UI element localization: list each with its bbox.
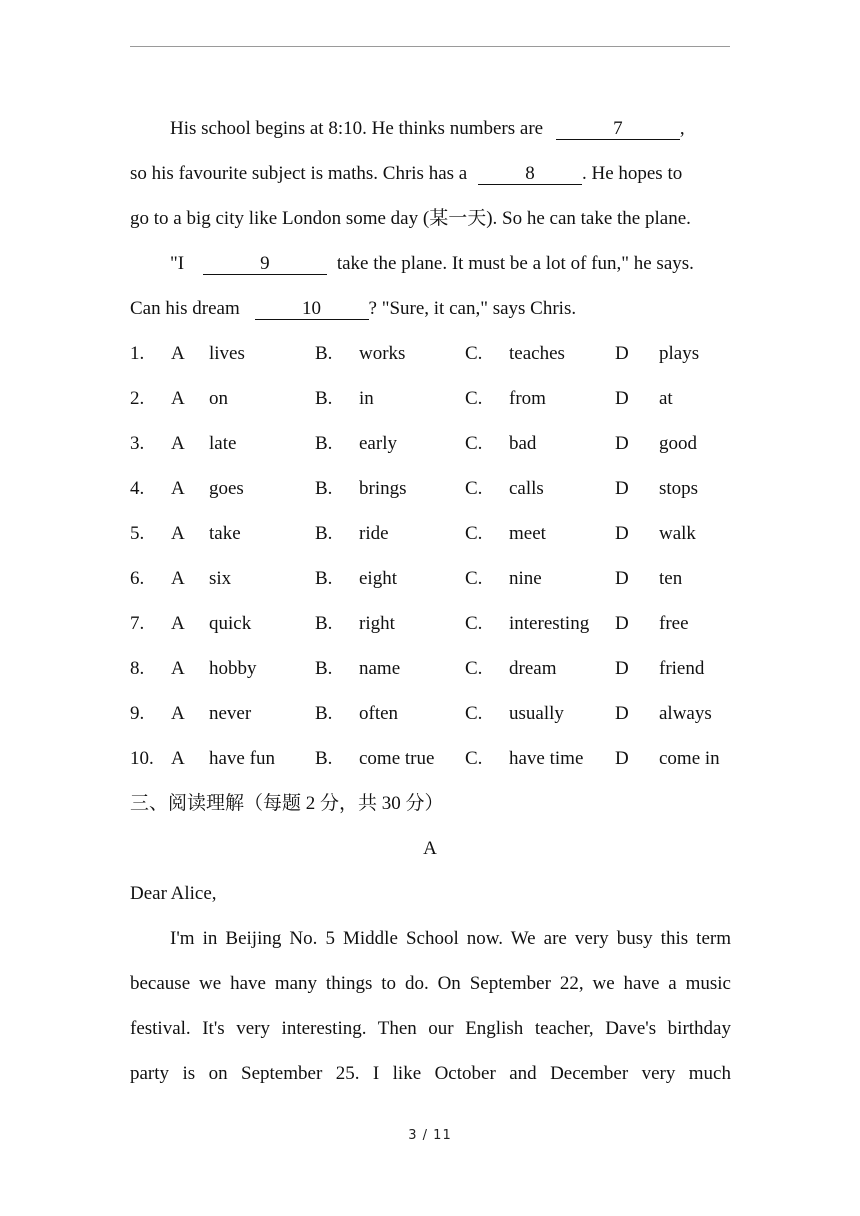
blank-10: 10	[255, 299, 369, 320]
option-c-letter: C.	[465, 433, 483, 454]
option-b-text: brings	[359, 478, 407, 499]
question-number: 2.	[130, 388, 145, 409]
option-d-letter: D	[615, 433, 629, 454]
option-c-text: dream	[509, 658, 557, 679]
question-row	[0, 569, 860, 591]
option-c-letter: C.	[465, 388, 483, 409]
letter-line: party is on September 25. I like October and December very much	[130, 1063, 731, 1084]
option-c-text: nine	[509, 568, 542, 589]
question-row	[0, 749, 860, 771]
header-rule	[130, 46, 730, 47]
question-number: 1.	[130, 343, 145, 364]
option-d-letter: D	[615, 748, 629, 769]
passage-text: "I	[170, 253, 185, 274]
option-d-text: free	[659, 613, 689, 634]
option-a-letter: A	[171, 478, 185, 499]
question-row	[0, 479, 860, 501]
question-number: 4.	[130, 478, 145, 499]
option-d-letter: D	[615, 523, 629, 544]
section-heading: 三、阅读理解（每题 2 分，共 30 分）	[130, 793, 444, 814]
option-a-letter: A	[171, 703, 185, 724]
option-a-letter: A	[171, 748, 185, 769]
question-row	[0, 524, 860, 546]
letter-line: I'm in Beijing No. 5 Middle School now. We are very busy this term	[170, 928, 731, 949]
option-b-letter: B.	[315, 478, 333, 499]
passage-line-5	[130, 299, 731, 320]
option-a-letter: A	[171, 523, 185, 544]
option-b-letter: B.	[315, 523, 333, 544]
option-d-letter: D	[615, 388, 629, 409]
passage-text: ? "Sure, it can," says Chris.	[368, 298, 577, 319]
option-a-text: goes	[209, 478, 244, 499]
option-b-letter: B.	[315, 433, 333, 454]
option-c-letter: C.	[465, 478, 483, 499]
option-c-text: meet	[509, 523, 546, 544]
option-b-letter: B.	[315, 613, 333, 634]
option-c-text: from	[509, 388, 546, 409]
question-number: 10.	[130, 748, 154, 769]
option-c-text: teaches	[509, 343, 565, 364]
question-row	[0, 434, 860, 456]
option-c-text: interesting	[509, 613, 590, 634]
question-row	[0, 659, 860, 681]
option-d-text: at	[659, 388, 673, 409]
option-d-text: ten	[659, 568, 683, 589]
option-d-text: friend	[659, 658, 705, 679]
option-d-letter: D	[615, 613, 629, 634]
question-number: 9.	[130, 703, 145, 724]
option-b-text: early	[359, 433, 397, 454]
option-d-letter: D	[615, 568, 629, 589]
option-c-letter: C.	[465, 748, 483, 769]
option-b-text: works	[359, 343, 406, 364]
option-b-text: often	[359, 703, 399, 724]
option-a-text: lives	[209, 343, 245, 364]
option-b-text: name	[359, 658, 401, 679]
passage-text: take the plane. It must be a lot of fun," he says.	[336, 253, 694, 274]
option-d-text: good	[659, 433, 697, 454]
option-d-letter: D	[615, 658, 629, 679]
option-c-text: calls	[509, 478, 544, 499]
option-b-text: eight	[359, 568, 397, 589]
passage-text: . He hopes to	[581, 163, 683, 184]
option-b-letter: B.	[315, 568, 333, 589]
option-c-letter: C.	[465, 658, 483, 679]
option-b-letter: B.	[315, 658, 333, 679]
option-c-text: bad	[509, 433, 537, 454]
question-row	[0, 614, 860, 636]
option-d-letter: D	[615, 343, 629, 364]
option-a-letter: A	[171, 343, 185, 364]
question-number: 7.	[130, 613, 145, 634]
letter-line: because we have many things to do. On September 22, we have a music	[130, 973, 731, 994]
option-a-letter: A	[171, 433, 185, 454]
option-c-letter: C.	[465, 523, 483, 544]
option-a-text: quick	[209, 613, 252, 634]
blank-8: 8	[478, 164, 582, 185]
option-a-letter: A	[171, 613, 185, 634]
option-a-text: never	[209, 703, 252, 724]
passage-line-4	[170, 254, 731, 275]
option-b-text: in	[359, 388, 374, 409]
option-a-letter: A	[171, 388, 185, 409]
blank-9: 9	[203, 254, 327, 275]
question-number: 6.	[130, 568, 145, 589]
question-number: 8.	[130, 658, 145, 679]
question-number: 5.	[130, 523, 145, 544]
passage-label: A	[423, 838, 437, 859]
question-number: 3.	[130, 433, 145, 454]
option-b-letter: B.	[315, 343, 333, 364]
option-b-letter: B.	[315, 748, 333, 769]
option-d-text: walk	[659, 523, 696, 544]
option-d-text: come in	[659, 748, 720, 769]
passage-line-3: go to a big city like London some day (某一天). So he can take the plane.	[130, 208, 691, 229]
passage-text: His school begins at 8:10. He thinks numbers are	[170, 118, 544, 139]
option-d-letter: D	[615, 478, 629, 499]
option-a-text: six	[209, 568, 232, 589]
option-b-text: right	[359, 613, 395, 634]
question-row	[0, 344, 860, 366]
option-d-text: always	[659, 703, 712, 724]
letter-greeting: Dear Alice,	[130, 883, 217, 904]
option-b-letter: B.	[315, 703, 333, 724]
option-a-text: on	[209, 388, 228, 409]
passage-text: so his favourite subject is maths. Chris has a	[130, 163, 468, 184]
option-b-text: ride	[359, 523, 389, 544]
option-c-letter: C.	[465, 703, 483, 724]
question-row	[0, 389, 860, 411]
page-number: 3 / 11	[408, 1128, 452, 1143]
passage-line-1	[170, 119, 731, 140]
option-b-text: come true	[359, 748, 435, 769]
option-d-letter: D	[615, 703, 629, 724]
passage-line-2	[130, 164, 731, 185]
passage-text: Can his dream	[130, 298, 240, 319]
option-d-text: plays	[659, 343, 700, 364]
option-c-text: have time	[509, 748, 584, 769]
passage-text: ,	[679, 118, 685, 139]
option-a-text: hobby	[209, 658, 257, 679]
letter-line: festival. It's very interesting. Then our English teacher, Dave's birthday	[130, 1018, 731, 1039]
blank-7: 7	[556, 119, 680, 140]
option-c-text: usually	[509, 703, 564, 724]
option-a-letter: A	[171, 568, 185, 589]
option-c-letter: C.	[465, 343, 483, 364]
option-b-letter: B.	[315, 388, 333, 409]
option-c-letter: C.	[465, 613, 483, 634]
question-row	[0, 704, 860, 726]
option-a-text: late	[209, 433, 237, 454]
option-d-text: stops	[659, 478, 699, 499]
option-a-letter: A	[171, 658, 185, 679]
option-a-text: take	[209, 523, 241, 544]
option-c-letter: C.	[465, 568, 483, 589]
option-a-text: have fun	[209, 748, 275, 769]
